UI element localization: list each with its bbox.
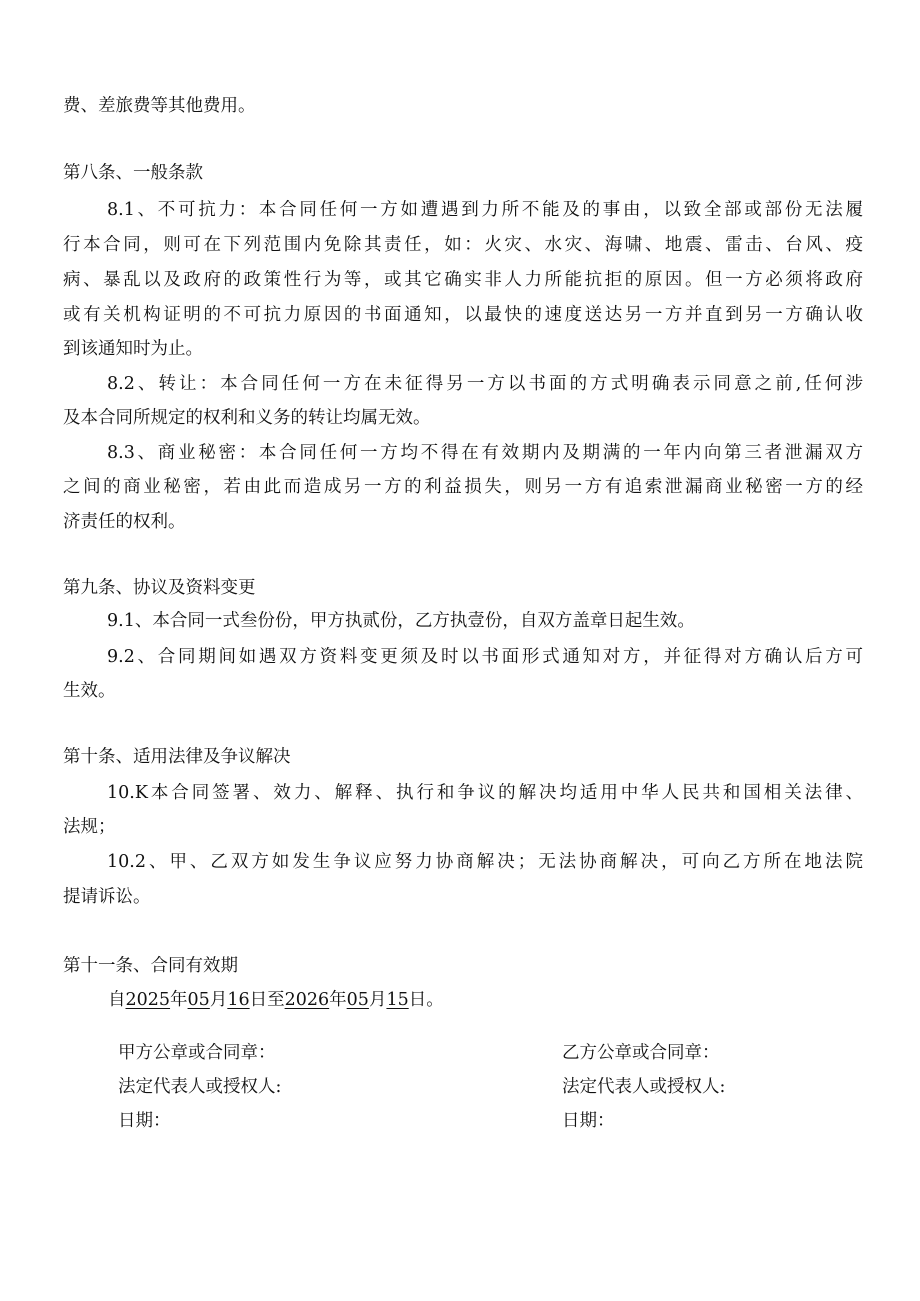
clause-9-2-line: 9.2、合同期间如遇双方资料变更须及时以书面形式通知对方，并征得对方确认后方可 xyxy=(107,647,863,667)
date-sep: 年 xyxy=(170,990,188,1010)
clause-10-2-line: 10.2、甲、乙双方如发生争议应努力协商解决；无法协商解决，可向乙方所在地法院 xyxy=(107,852,863,872)
date-sep: 月 xyxy=(209,990,228,1010)
date-sep: 月 xyxy=(368,990,387,1010)
clause-8-2-line: 及本合同所规定的权利和义务的转让均属无效。 xyxy=(63,408,431,428)
clause-8-3-line: 济责任的权利。 xyxy=(63,512,186,532)
clause-8-1-line: 到该通知时为止。 xyxy=(63,339,203,359)
validity-period xyxy=(108,988,444,1012)
date-suffix: 日。 xyxy=(408,990,444,1010)
party-b-seal-label: 乙方公章或合同章： xyxy=(562,1043,720,1063)
start-year: 2025 xyxy=(125,990,171,1010)
party-a-date-label: 日期： xyxy=(118,1111,171,1131)
clause-10-1-line: 法规； xyxy=(63,817,116,837)
article-11-heading: 第十一条、合同有效期 xyxy=(63,956,238,976)
date-sep: 日至 xyxy=(249,990,285,1010)
clause-8-3-line: 8.3、商业秘密：本合同任何一方均不得在有效期内及期满的一年内向第三者泄漏双方 xyxy=(107,443,863,463)
clause-8-1-line: 8.1、不可抗力：本合同任何一方如遭遇到力所不能及的事由，以致全部或部份无法履 xyxy=(107,200,863,220)
clause-8-1-line: 行本合同，则可在下列范围内免除其责任，如：火灾、水灾、海啸、地震、雷击、台风、疫 xyxy=(63,235,863,255)
end-month: 05 xyxy=(346,990,369,1010)
start-day: 16 xyxy=(227,990,250,1010)
clause-8-1-line: 病、暴乱以及政府的政策性行为等，或其它确实非人力所能抗拒的原因。但一方必须将政府 xyxy=(63,270,863,290)
start-month: 05 xyxy=(187,990,210,1010)
clause-8-3-line: 之间的商业秘密，若由此而造成另一方的利益损失，则另一方有追索泄漏商业秘密一方的经 xyxy=(63,477,863,497)
date-sep: 年 xyxy=(329,990,347,1010)
article-10-heading: 第十条、适用法律及争议解决 xyxy=(63,747,291,767)
date-prefix: 自 xyxy=(108,990,126,1010)
end-day: 15 xyxy=(386,990,409,1010)
article-9-heading: 第九条、协议及资料变更 xyxy=(63,578,256,598)
clause-10-2-line: 提请诉讼。 xyxy=(63,887,151,907)
clause-9-2-line: 生效。 xyxy=(63,681,116,701)
party-b-date-label: 日期： xyxy=(562,1111,615,1131)
clause-10-1-line: 10.K本合同签署、效力、解释、执行和争议的解决均适用中华人民共和国相关法律、 xyxy=(107,783,863,803)
party-b-rep-label: 法定代表人或授权人: xyxy=(562,1077,726,1097)
party-a-rep-label: 法定代表人或授权人: xyxy=(118,1077,282,1097)
end-year: 2026 xyxy=(284,990,330,1010)
intro-tail-text: 费、差旅费等其他费用。 xyxy=(63,96,256,116)
clause-8-1-line: 或有关机构证明的不可抗力原因的书面通知，以最快的速度送达另一方并直到另一方确认收 xyxy=(63,305,863,325)
clause-9-1-line: 9.1、本合同一式叁份份，甲方执贰份，乙方执壹份，自双方盖章日起生效。 xyxy=(107,611,695,631)
article-8-heading: 第八条、一般条款 xyxy=(63,163,203,183)
party-a-seal-label: 甲方公章或合同章： xyxy=(118,1043,276,1063)
clause-8-2-line: 8.2、转让：本合同任何一方在未征得另一方以书面的方式明确表示同意之前,任何涉 xyxy=(107,374,863,394)
